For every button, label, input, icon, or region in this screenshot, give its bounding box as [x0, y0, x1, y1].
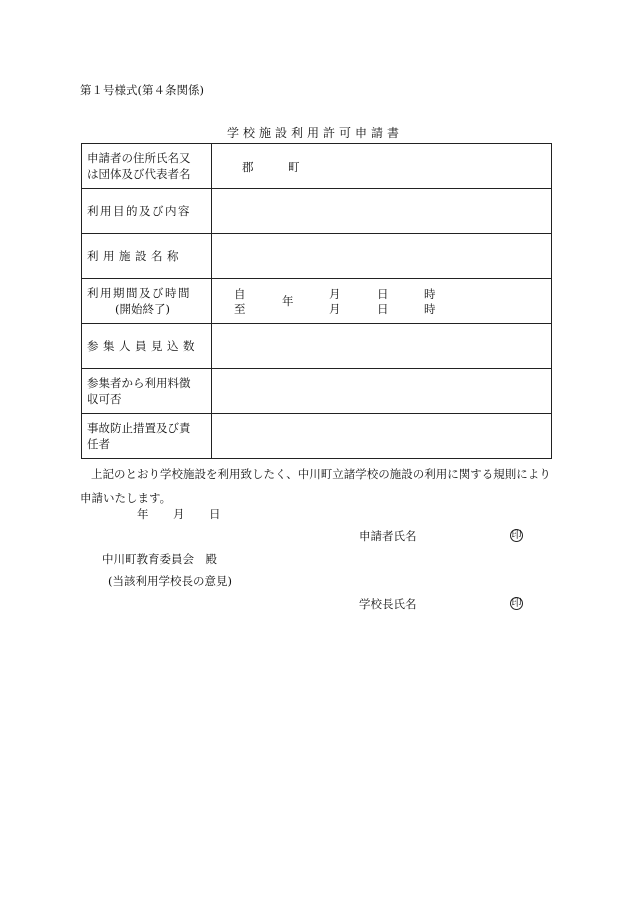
period-label-line1: 利用期間及び時間 [87, 286, 191, 300]
day-to-label: 日 [377, 302, 389, 316]
period-value-cell[interactable] [212, 279, 552, 324]
table-row-purpose [82, 189, 552, 234]
statement-text-block [80, 462, 552, 510]
table-row-facility [82, 234, 552, 279]
applicant-name-label: 申請者氏名 [359, 529, 417, 543]
principal-opinion-label: (当該利用学校長の意見) [108, 574, 232, 588]
table-row-safety [82, 414, 552, 459]
hour-to-label: 時 [424, 302, 436, 316]
period-label [82, 279, 212, 324]
fee-value-cell[interactable] [212, 369, 552, 414]
applicant-value-cell[interactable] [212, 144, 552, 189]
safety-label-line2: 任者 [87, 437, 110, 451]
to-label: 至 [234, 302, 246, 316]
purpose-value-cell[interactable] [212, 189, 552, 234]
date-day-label: 日 [209, 507, 221, 521]
fee-label-line2: 収可否 [87, 392, 122, 406]
date-year-label: 年 [137, 507, 149, 521]
day-from-label: 日 [377, 287, 389, 301]
table-row-fee [82, 369, 552, 414]
applicant-label [82, 144, 212, 189]
date-month-label: 月 [173, 507, 185, 521]
form-number: 第１号様式(第４条関係) [80, 83, 204, 97]
table-row-period [82, 279, 552, 324]
hour-from-label: 時 [424, 287, 436, 301]
fee-label [82, 369, 212, 414]
document-title: 学校施設利用許可申請書 [226, 126, 403, 140]
purpose-label: 利用目的及び内容 [82, 189, 212, 234]
month-from-label: 月 [329, 287, 341, 301]
safety-label-line1: 事故防止措置及び責 [87, 421, 191, 435]
facility-label: 利用施設名称 [82, 234, 212, 279]
attendance-value-cell[interactable] [212, 324, 552, 369]
gun-label: 郡 [242, 160, 254, 174]
table-row-applicant [82, 144, 552, 189]
applicant-label-line1: 申請者の住所氏名又 [87, 151, 191, 165]
table-row-attendance [82, 324, 552, 369]
fee-label-line1: 参集者から利用料徴 [87, 376, 191, 390]
safety-label [82, 414, 212, 459]
principal-name-label: 学校長氏名 [359, 597, 417, 611]
safety-value-cell[interactable] [212, 414, 552, 459]
principal-seal-icon: 印 [511, 598, 522, 609]
month-to-label: 月 [329, 302, 341, 316]
year-label: 年 [282, 294, 294, 308]
applicant-label-line2: は団体及び代表者名 [87, 167, 191, 181]
recipient-text: 中川町教育委員会 殿 [102, 552, 217, 566]
facility-value-cell[interactable] [212, 234, 552, 279]
from-label: 自 [234, 287, 246, 301]
application-table [81, 143, 552, 459]
period-label-line2: (開始終了) [115, 302, 170, 316]
cho-label: 町 [288, 160, 300, 174]
applicant-seal-icon: 印 [511, 530, 522, 541]
statement-text: 上記のとおり学校施設を利用致したく、中川町立諸学校の施設の利用に関する規則により申請いたします。 [80, 467, 551, 505]
attendance-label: 参集人員見込数 [82, 324, 212, 369]
